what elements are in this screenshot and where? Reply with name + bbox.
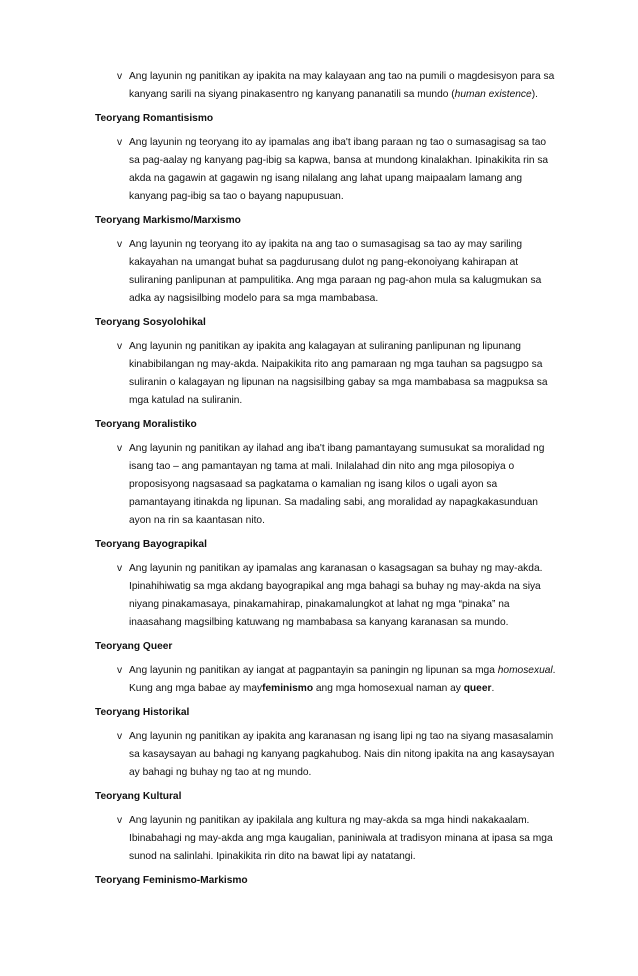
section-heading-kultural: Teoryang Kultural xyxy=(95,791,182,802)
bullet-icon: v xyxy=(117,665,123,676)
section-entry-kultural xyxy=(95,812,558,866)
section-entry-queer xyxy=(95,662,558,698)
bullet-icon: v xyxy=(117,71,123,82)
italic-term: human existence xyxy=(454,89,532,100)
italic-term: homosexual xyxy=(497,665,553,676)
section-text: Ang layunin ng panitikan ay ilahad ang iba't ibang pamantayang sumusukat sa moralidad ng isang tao – ang pamantayan ng tama at mali. Inilalahad din nito ang mga pilosopiya o proposisyong nagsasaad sa pagkatama o kamalian ng isang kilos o ugali ayon sa pamantayang itinakda ng lipunan. Sa madaling sabi, ang moralidad ay napagkakasunduan ayon na rin sa kaantasan nito. xyxy=(129,443,545,526)
section-text: Ang layunin ng panitikan ay ipakita ang kalagayan at suliraning panlipunan ng lipunang kinabibilangan ng may-akda. Naipakikita rito ang pamaraan ng mga tauhan sa pagsugpo sa suliranin o kalagayan ng lipunan na nagsisilbing gabay sa mga mambabasa sa magpuksa sa mga katulad na suliranin. xyxy=(129,341,548,406)
section-entry-historikal xyxy=(95,728,558,782)
intro-entry xyxy=(95,68,558,104)
section-entry-romantisismo xyxy=(95,134,558,206)
section-text: Ang layunin ng teoryang ito ay ipakita na ang tao o sumasagisag sa tao ay may sariling kakayahan na umangat buhat sa pagdurusang dulot ng pang-ekonoiyang kahirapan at suliraning panlipunan at pampulitika. Ang mga paraan ng pag-ahon mula sa kalugmukan sa adka ay nagsisilbing modelo para sa mga mambabasa. xyxy=(129,239,542,304)
section-heading-markismo: Teoryang Markismo/Marxismo xyxy=(95,215,241,226)
bullet-icon: v xyxy=(117,137,123,148)
bullet-icon: v xyxy=(117,443,123,454)
section-entry-sosyolohikal xyxy=(95,338,558,410)
section-text: Ang layunin ng panitikan ay ipakita ang karanasan ng isang lipi ng tao na siyang masasalamin sa kasaysayan au bahagi ng kanyang pagkahubog. Nais din nitong ipakita na ang kasaysayan ay bahagi ng buhay ng tao at ng mundo. xyxy=(129,731,555,778)
section-text: Ang layunin ng panitikan ay ipakilala ang kultura ng may-akda sa mga hindi nakakaalam. Ibinabahagi ng may-akda ang mga kaugalian, paniniwala at tradisyon minana at ipasa sa mga sunod na salinlahi. Ipinakikita rin dito na bawat lipi ay natatangi. xyxy=(129,815,553,862)
section-heading-queer: Teoryang Queer xyxy=(95,641,173,652)
section-text: Ang layunin ng teoryang ito ay ipamalas ang iba't ibang paraan ng tao o sumasagisag sa tao sa pag-aalay ng kanyang pag-ibig sa kapwa, bansa at mundong kinalakhan. Ipinakikita rin sa akda na gagawin at gagawin ng isang nilalang ang lahat upang maipaalam lamang ang kanyang pag-ibig sa tao o bayang napupusuan. xyxy=(129,137,549,202)
section-entry-markismo xyxy=(95,236,558,308)
bullet-icon: v xyxy=(117,815,123,826)
bullet-icon: v xyxy=(117,731,123,742)
section-entry-bayograpikal xyxy=(95,560,558,632)
bullet-icon: v xyxy=(117,563,123,574)
bullet-icon: v xyxy=(117,341,123,352)
section-entry-moralistiko xyxy=(95,440,558,530)
section-text: Ang layunin ng panitikan ay ipamalas ang karanasan o kasagsagan sa buhay ng may-akda. Ipinahihiwatig sa mga akdang bayograpikal ang mga bahagi sa buhay ng may-akda na siya niyang pinakamasaya, pinakamahirap, pinakamalungkot at lahat ng mga “pinaka” na inaasahang magsilbing katuwang ng mambabasa sa kanyang karanasan sa mundo. xyxy=(129,563,543,628)
section-heading-historikal: Teoryang Historikal xyxy=(95,707,190,718)
section-heading-bayograpikal: Teoryang Bayograpikal xyxy=(95,539,207,550)
section-heading-sosyolohikal: Teoryang Sosyolohikal xyxy=(95,317,206,328)
bold-term: queer xyxy=(463,683,492,694)
bullet-icon: v xyxy=(117,239,123,250)
bold-term: feminismo xyxy=(262,683,314,694)
section-heading-feminismo-markismo: Teoryang Feminismo-Markismo xyxy=(95,875,248,886)
section-text: Ang layunin ng panitikan ay iangat at pagpantayin sa paningin ng lipunan sa mga homosexual. Kung ang mga babae ay mayfeminismo ang mga homosexual naman ay queer. xyxy=(129,665,556,694)
section-heading-moralistiko: Teoryang Moralistiko xyxy=(95,419,197,430)
intro-text: Ang layunin ng panitikan ay ipakita na may kalayaan ang tao na pumili o magdesisyon para sa kanyang sarili na siyang pinakasentro ng kanyang pananatili sa mundo (human existence). xyxy=(129,71,555,100)
section-heading-romantisismo: Teoryang Romantisismo xyxy=(95,113,214,124)
